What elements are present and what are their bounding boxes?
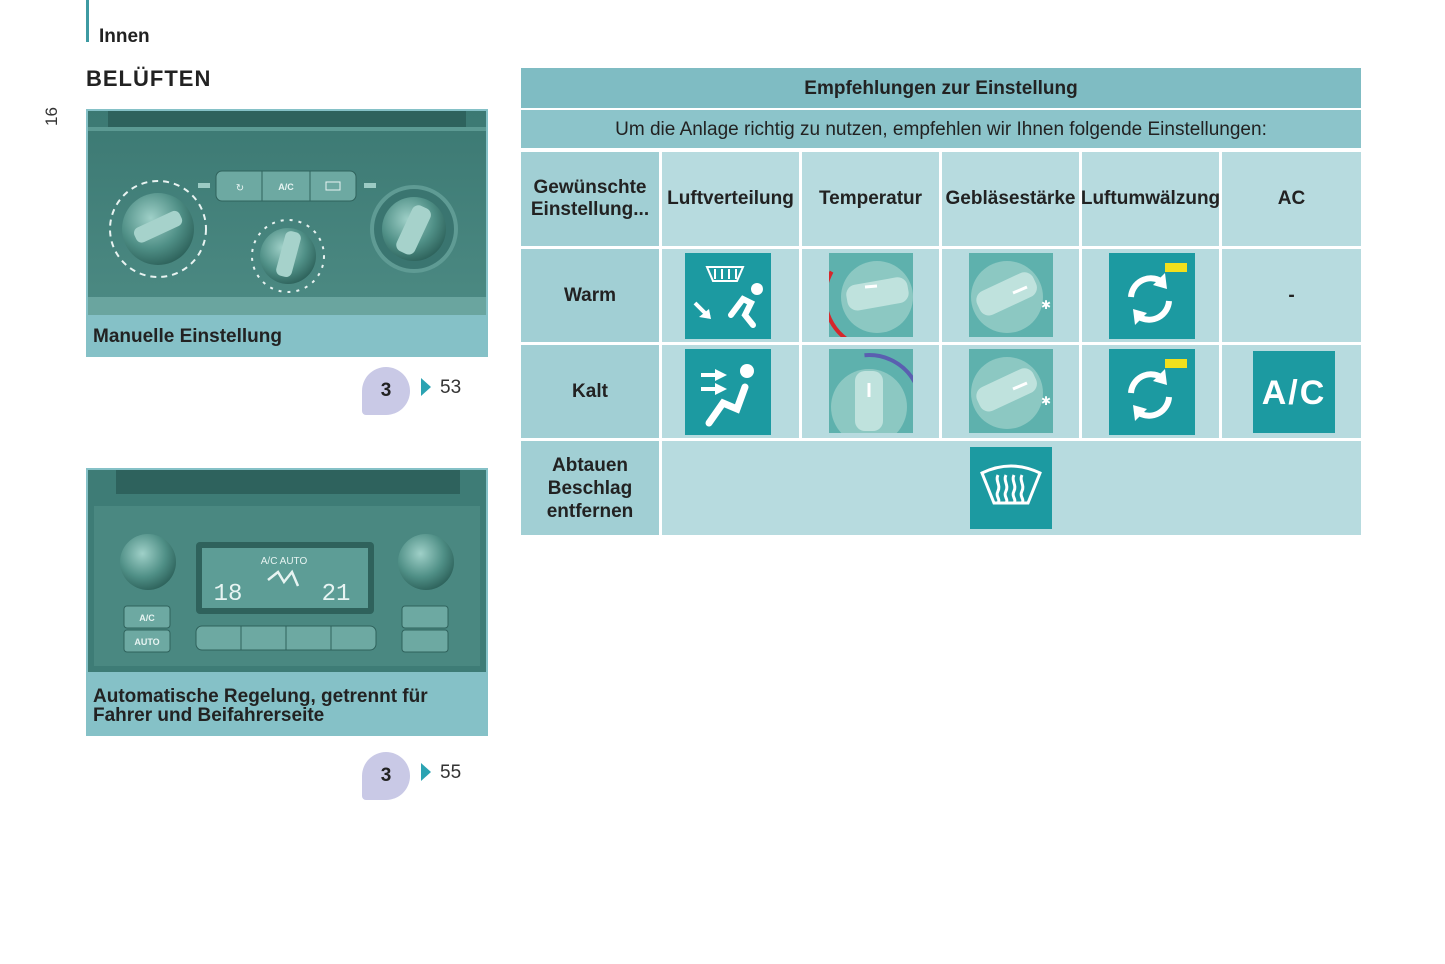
display-ac-auto: A/C AUTO — [260, 556, 308, 567]
defrost-cell — [662, 441, 1361, 535]
cold-temperature-cell — [802, 345, 939, 438]
temperature-knob-cold-icon — [829, 349, 913, 433]
warm-distribution-cell — [662, 249, 799, 342]
column-header-ac: AC — [1222, 152, 1361, 246]
cold-distribution-cell — [662, 345, 799, 438]
reference-arrow-icon — [421, 763, 431, 781]
warm-fan-cell — [942, 249, 1079, 342]
recirculation-icon — [1109, 349, 1195, 435]
cold-ac-cell — [1222, 345, 1361, 438]
automatic-caption-line1: Automatische Regelung, getrennt für — [93, 686, 428, 707]
defrost-feet-distribution-icon — [685, 253, 771, 339]
column-header-desired: Gewünschte Einstellung... — [521, 152, 659, 246]
display-left-temp: 18 — [213, 581, 243, 608]
svg-text:✱: ✱ — [1041, 298, 1052, 312]
svg-text:A/C: A/C — [278, 182, 294, 192]
cold-recirculation-cell — [1082, 345, 1219, 438]
svg-text:✱: ✱ — [1041, 394, 1052, 408]
column-header-distribution: Luftverteilung — [662, 152, 799, 246]
fan-speed-knob-icon — [969, 253, 1053, 337]
automatic-caption-line2: Fahrer und Beifahrerseite — [93, 705, 325, 726]
reference-page-link[interactable]: 53 — [440, 377, 462, 398]
page-title: BELÜFTEN — [86, 66, 212, 91]
row-label-cold: Kalt — [521, 345, 659, 438]
reference-page-link[interactable]: 55 — [440, 762, 462, 783]
row-label-warm: Warm — [521, 249, 659, 342]
row-label-defrost: Abtauen Beschlag entfernen — [521, 441, 659, 535]
manual-control-photo — [88, 111, 486, 315]
warm-recirculation-cell — [1082, 249, 1219, 342]
automatic-control-panel — [86, 468, 488, 736]
section-label: Innen — [99, 26, 150, 47]
display-right-temp: 21 — [321, 581, 351, 608]
manual-caption: Manuelle Einstellung — [93, 326, 282, 347]
svg-text:↻: ↻ — [235, 183, 245, 194]
automatic-control-illustration — [88, 470, 486, 672]
column-header-recirculation: Luftumwälzung — [1082, 152, 1219, 246]
page-number: 16 — [42, 107, 61, 126]
warm-temperature-cell — [802, 249, 939, 342]
section-marker — [86, 0, 89, 42]
manual-control-panel — [86, 109, 488, 357]
automatic-control-photo — [88, 470, 486, 672]
column-header-fan-speed: Gebläsestärke — [942, 152, 1079, 246]
warm-ac-cell: - — [1222, 249, 1361, 342]
defrost-icon — [970, 447, 1052, 529]
chapter-badge: 3 — [362, 367, 410, 415]
temperature-knob-warm-icon — [829, 253, 913, 337]
face-vent-distribution-icon — [685, 349, 771, 435]
auto-button-label: AUTO — [134, 637, 160, 647]
fan-speed-knob-icon — [969, 349, 1053, 433]
recirculation-icon — [1109, 253, 1195, 339]
ac-button-label: A/C — [139, 613, 155, 623]
manual-control-illustration — [88, 111, 486, 315]
table-title: Empfehlungen zur Einstellung — [521, 68, 1361, 108]
column-header-temperature: Temperatur — [802, 152, 939, 246]
ac-icon: A/C — [1253, 351, 1335, 433]
chapter-badge: 3 — [362, 752, 410, 800]
cold-fan-cell — [942, 345, 1079, 438]
table-subtitle: Um die Anlage richtig zu nutzen, empfehlen wir Ihnen folgende Einstellungen: — [521, 110, 1361, 148]
reference-arrow-icon — [421, 378, 431, 396]
